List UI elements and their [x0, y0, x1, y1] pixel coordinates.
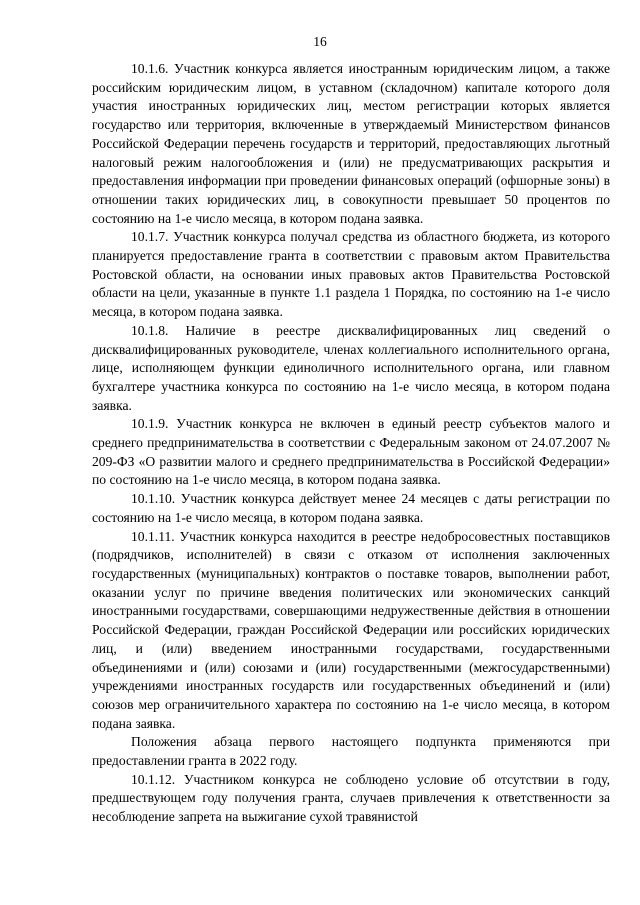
page-number: 16 [313, 34, 327, 49]
paragraph-10-1-7: 10.1.7. Участник конкурса получал средства из областного бюджета, из которого планируется предоставление гранта в соответствии с правовым актом Правительства Ростовской области, на основании иных правовых актов Правительства Ростовской области на цели, указанные в пункте 1.1 раздела 1 Порядка, по состоянию на 1-е число месяца, в котором подана заявка. [92, 229, 610, 320]
paragraph-10-1-10: 10.1.10. Участник конкурса действует менее 24 месяцев с даты регистрации по состоянию на 1-е число месяца, в котором подана заявка. [92, 491, 610, 525]
paragraph-10-1-6: 10.1.6. Участник конкурса является иностранным юридическим лицом, а также российским юридическим лицом, в уставном (складочном) капитале которого доля участия иностранных юридических лиц, местом регистрации которых является государство или территория, включенные в утверждаемый Министерством финансов Российской Федерации перечень государств и территорий, предоставляющих льготный налоговый режим налогообложения и (или) не предусматривающих раскрытия и предоставления информации при проведении финансовых операций (офшорные зоны) в отношении таких юридических лиц, в совокупности превышает 50 процентов по состоянию на 1-е число месяца, в котором подана заявка. [92, 61, 610, 226]
paragraph-10-1-9: 10.1.9. Участник конкурса не включен в единый реестр субъектов малого и среднего предпринимательства в соответствии с Федеральным законом от 24.07.2007 № 209-ФЗ «О развитии малого и среднего предпринимательства в Российской Федерации» по состоянию на 1-е число месяца, в котором подана заявка. [92, 416, 610, 488]
paragraph-10-1-8: 10.1.8. Наличие в реестре дисквалифицированных лиц сведений о дисквалифицированных руководителе, членах коллегиального исполнительного органа, лице, исполняющем функции единоличного исполнительного органа, или главном бухгалтере участника конкурса по состоянию на 1-е число месяца, в котором подана заявка. [92, 322, 610, 413]
paragraph-10-1-11: 10.1.11. Участник конкурса находится в реестре недобросовестных поставщиков (подрядчиков, исполнителей) в связи с отказом от исполнения заключенных государственных (муниципальных) контрактов о поставке товаров, выполнении работ, оказании услуг по причине введения политических или экономических санкций иностранными государствами, совершающими недружественные действия в отношении Российской Федерации, граждан Российской Федерации или российских юридических лиц, и (или) введением иностранными государствами, государственными объединениями и (или) союзами и (или) государственными (межгосударственными) учреждениями иностранных государств или государственных объединений и (или) союзов мер ограничительного характера по состоянию на 1-е число месяца, в котором подана заявка. [92, 528, 610, 731]
paragraph-10-1-11-note: Положения абзаца первого настоящего подпункта применяются при предоставлении гранта в 2022 году. [92, 734, 610, 769]
document-body [92, 60, 610, 827]
paragraph-10-1-12: 10.1.12. Участником конкурса не соблюдено условие об отсутствии в году, предшествующем году получения гранта, случаев привлечения к ответственности за несоблюдение запрета на выжигание сухой травянистой [92, 771, 610, 825]
